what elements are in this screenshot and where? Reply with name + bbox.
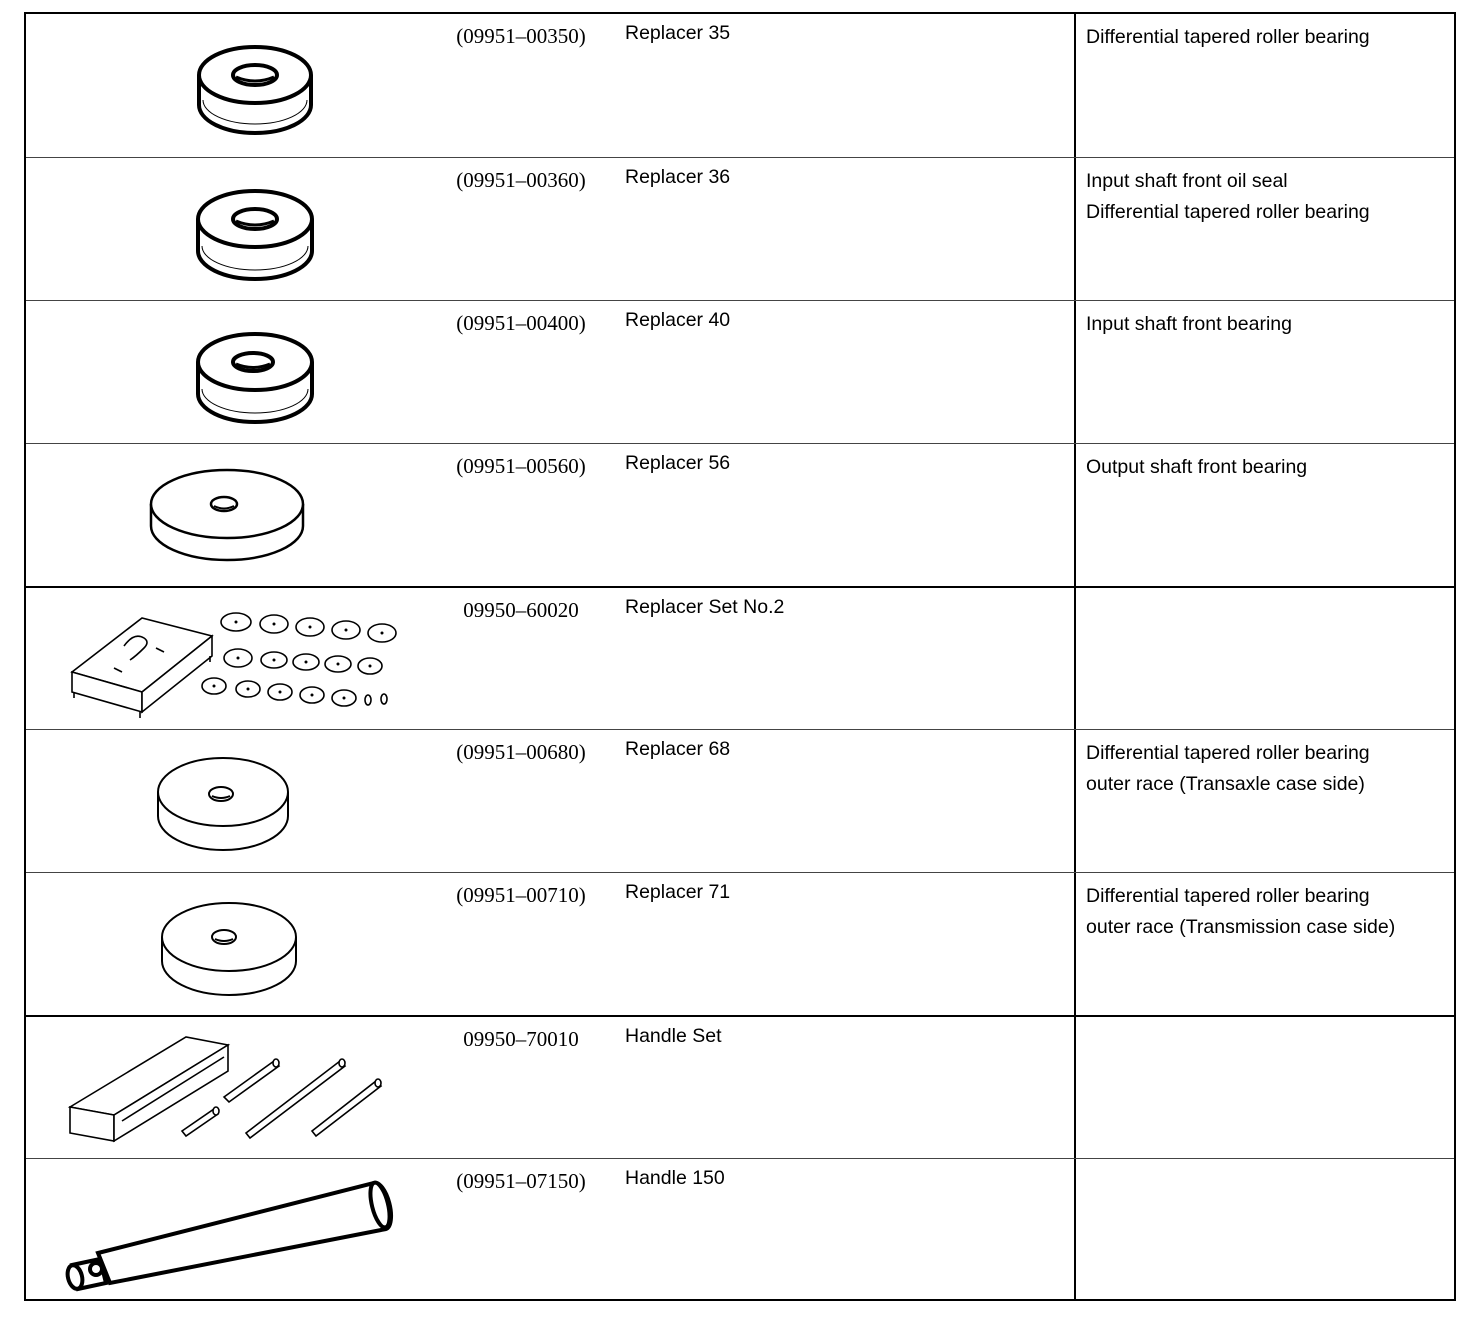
table-row (26, 443, 1454, 586)
replacer-68-illustration (56, 730, 426, 872)
replacer-35-illustration (56, 14, 426, 156)
usage-text: Differential tapered roller bearing outer race (Transaxle case side) (1086, 742, 1370, 795)
tool-name: Replacer 40 (625, 309, 731, 331)
tool-name: Replacer 35 (625, 22, 731, 44)
tool-name: Replacer 71 (625, 881, 731, 903)
table-row (26, 300, 1454, 443)
handle-150-illustration (56, 1159, 426, 1301)
replacer-56-illustration (56, 444, 426, 586)
table-row (26, 14, 1454, 157)
part-number: 09950–70010 (463, 1027, 579, 1051)
table-row (26, 729, 1454, 872)
part-number: (09951–00350) (456, 24, 586, 48)
table-row (26, 157, 1454, 300)
table-row (26, 1158, 1454, 1301)
tool-name: Replacer Set No.2 (625, 596, 785, 618)
part-number: 09950–60020 (463, 598, 579, 622)
tool-name: Handle Set (625, 1025, 722, 1047)
part-number: (09951–00680) (456, 740, 586, 764)
replacer-40-illustration (56, 301, 426, 443)
replacer-set-illustration (56, 588, 426, 730)
tool-name: Replacer 36 (625, 166, 731, 188)
part-number: (09951–00560) (456, 454, 586, 478)
replacer-71-illustration (56, 873, 426, 1015)
part-number: (09951–07150) (456, 1169, 586, 1193)
table-row (26, 1015, 1454, 1158)
sst-table (24, 12, 1456, 1301)
part-number: (09951–00400) (456, 311, 586, 335)
tool-name: Replacer 56 (625, 452, 731, 474)
table-row (26, 586, 1454, 729)
part-number: (09951–00710) (456, 883, 586, 907)
usage-text: Input shaft front bearing (1086, 313, 1292, 335)
usage-text: Input shaft front oil seal Differential tapered roller bearing (1086, 170, 1370, 223)
usage-text: Differential tapered roller bearing outer race (Transmission case side) (1086, 885, 1396, 938)
table-row (26, 872, 1454, 1015)
usage-text: Differential tapered roller bearing (1086, 26, 1370, 48)
tool-name: Replacer 68 (625, 738, 731, 760)
tool-name: Handle 150 (625, 1167, 725, 1189)
replacer-36-illustration (56, 158, 426, 300)
handle-set-illustration (56, 1017, 426, 1159)
part-number: (09951–00360) (456, 168, 586, 192)
usage-text: Output shaft front bearing (1086, 456, 1308, 478)
